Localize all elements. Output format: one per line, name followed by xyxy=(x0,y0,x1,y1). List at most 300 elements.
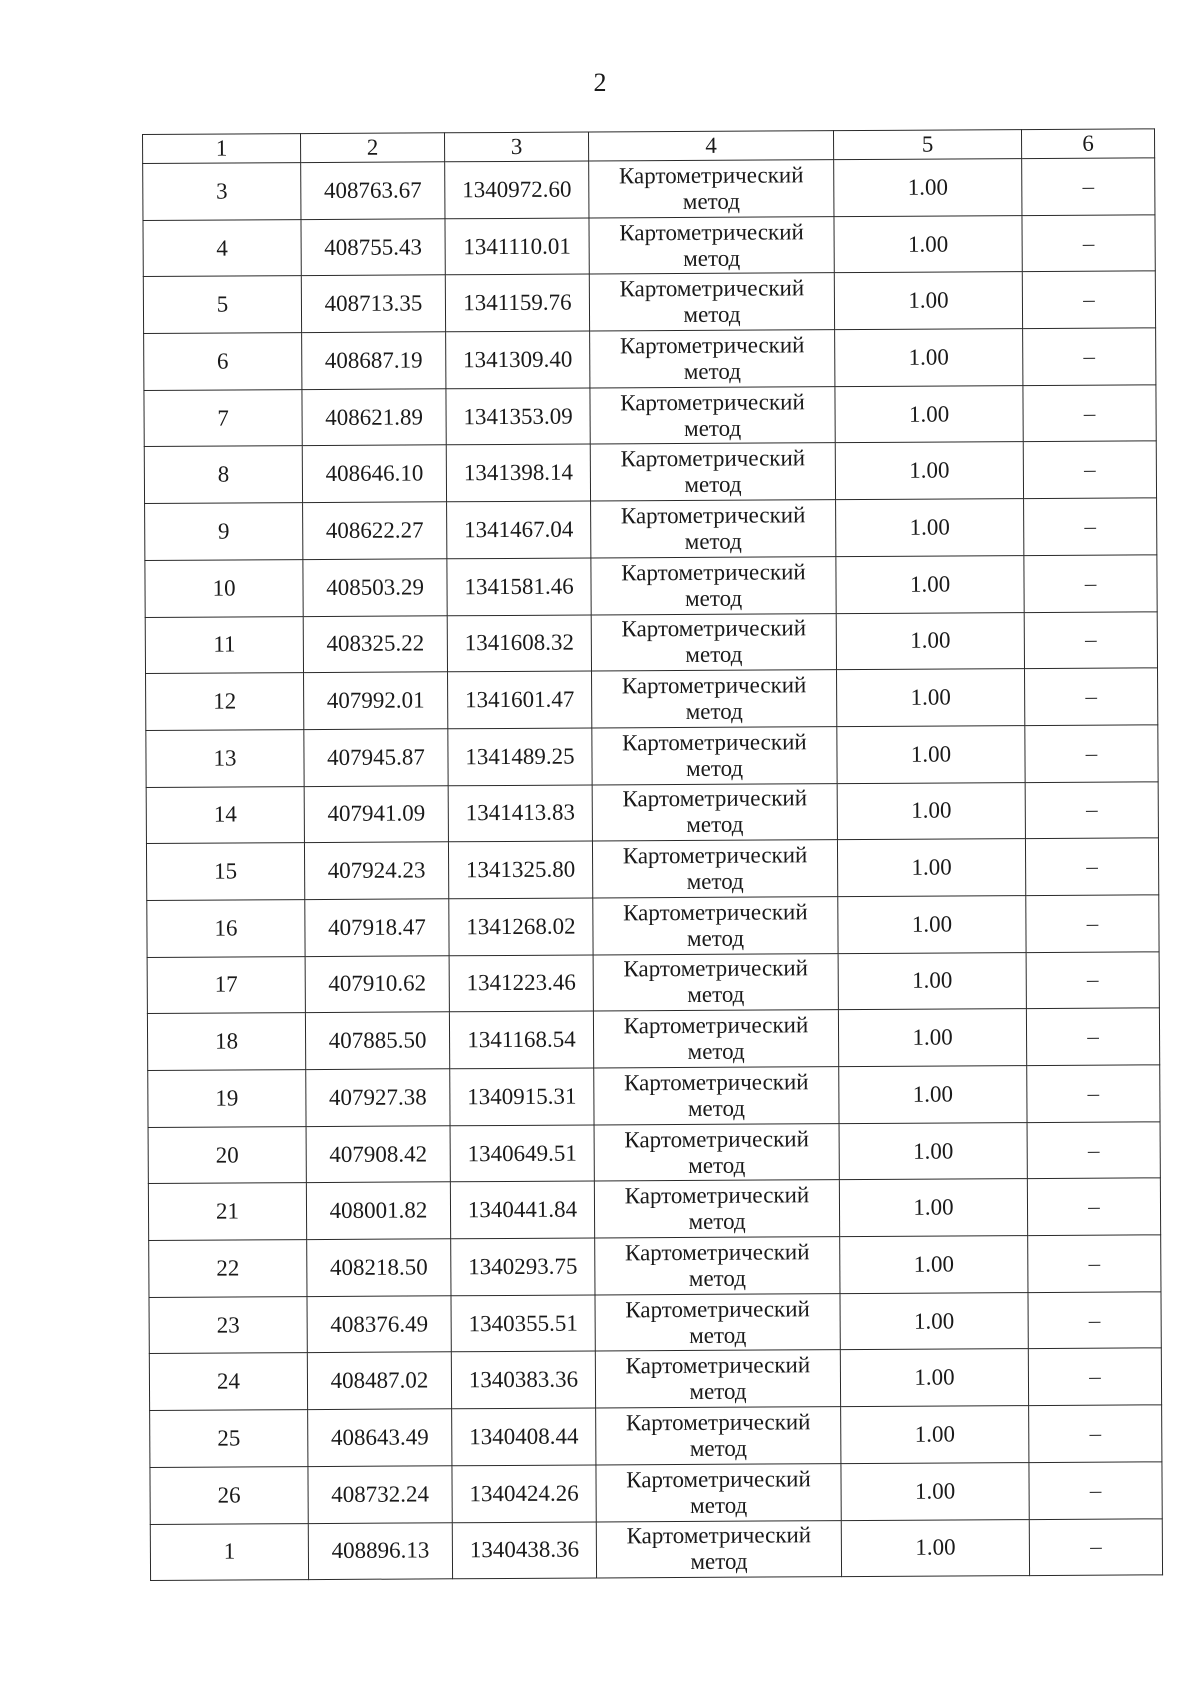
table-row xyxy=(148,1178,1160,1240)
method-cell xyxy=(589,160,834,218)
note-value: – xyxy=(1090,1534,1102,1560)
method-line-2: метод xyxy=(683,358,741,384)
method-line-1: Картометрический xyxy=(619,275,805,302)
point-number-cell xyxy=(145,559,303,617)
y-coordinate-value: 1341325.80 xyxy=(465,856,576,883)
y-coordinate-cell xyxy=(449,1011,593,1068)
x-coordinate-cell xyxy=(304,842,448,899)
y-coordinate-cell xyxy=(450,1181,594,1238)
point-number-cell xyxy=(147,900,305,958)
note-cell xyxy=(1024,498,1157,555)
point-number-cell xyxy=(148,1070,306,1128)
note-value: – xyxy=(1084,513,1097,539)
note-value: – xyxy=(1088,1193,1100,1219)
method-line-2: метод xyxy=(686,812,744,838)
point-number-cell xyxy=(150,1410,308,1468)
point-number-value: 23 xyxy=(216,1312,240,1338)
y-coordinate-cell xyxy=(448,785,592,842)
table-row xyxy=(147,951,1159,1013)
point-number-cell xyxy=(149,1353,307,1411)
accuracy-value: 1.00 xyxy=(908,287,949,313)
x-coordinate-cell xyxy=(307,1296,451,1353)
note-cell xyxy=(1028,1235,1161,1292)
table-row xyxy=(150,1405,1162,1467)
point-number-cell xyxy=(144,446,302,504)
accuracy-value: 1.00 xyxy=(914,1478,956,1504)
note-value: – xyxy=(1088,1307,1101,1333)
method-line-1: Картометрический xyxy=(618,162,804,189)
table-body xyxy=(143,158,1163,1581)
point-number-value: 26 xyxy=(217,1482,241,1508)
table-row xyxy=(148,1122,1160,1184)
x-coordinate-cell xyxy=(308,1466,452,1523)
method-line-1: Картометрический xyxy=(625,1352,811,1379)
method-line-2: метод xyxy=(685,755,744,781)
method-line-2: метод xyxy=(684,415,742,441)
y-coordinate-cell xyxy=(452,1521,596,1578)
page-number: 2 xyxy=(593,68,607,97)
point-number-value: 14 xyxy=(213,801,237,828)
x-coordinate-cell xyxy=(303,615,447,672)
header-col-1: 1 xyxy=(143,134,301,164)
note-value: – xyxy=(1083,286,1095,312)
x-coordinate-value: 408622.27 xyxy=(325,517,424,543)
method-cell xyxy=(589,273,834,331)
method-line-1: Картометрический xyxy=(622,729,807,756)
y-coordinate-value: 1341223.46 xyxy=(466,970,576,996)
y-coordinate-cell xyxy=(446,331,590,388)
note-value: – xyxy=(1085,797,1098,823)
x-coordinate-cell xyxy=(307,1239,451,1296)
accuracy-value: 1.00 xyxy=(909,514,950,540)
point-number-value: 12 xyxy=(213,688,237,714)
table-row xyxy=(146,668,1158,730)
point-number-cell xyxy=(147,956,305,1014)
note-value: – xyxy=(1087,1137,1100,1163)
point-number-cell xyxy=(148,1126,306,1184)
table-row xyxy=(147,1008,1159,1070)
header-col-3: 3 xyxy=(444,132,588,162)
y-coordinate-cell xyxy=(446,444,590,501)
point-number-value: 25 xyxy=(217,1425,241,1451)
point-number-cell xyxy=(145,616,303,674)
table-row xyxy=(149,1348,1161,1410)
method-line-1: Картометрический xyxy=(623,899,808,926)
table-row xyxy=(145,498,1157,560)
note-value: – xyxy=(1082,173,1095,199)
point-number-value: 6 xyxy=(216,348,229,374)
point-number-cell xyxy=(150,1523,308,1581)
note-value: – xyxy=(1088,1250,1101,1276)
x-coordinate-value: 408218.50 xyxy=(329,1254,428,1280)
accuracy-cell xyxy=(836,499,1024,557)
y-coordinate-cell xyxy=(449,898,593,955)
x-coordinate-cell xyxy=(306,1182,450,1239)
accuracy-cell xyxy=(841,1519,1029,1577)
x-coordinate-cell xyxy=(305,955,449,1012)
note-value: – xyxy=(1089,1420,1102,1446)
point-number-value: 15 xyxy=(214,858,238,884)
point-number-cell xyxy=(144,333,302,391)
x-coordinate-cell xyxy=(306,1125,450,1182)
x-coordinate-value: 408001.82 xyxy=(329,1197,428,1224)
x-coordinate-value: 408755.43 xyxy=(324,233,423,260)
method-line-2: метод xyxy=(685,641,743,668)
accuracy-value: 1.00 xyxy=(907,231,949,257)
accuracy-cell xyxy=(835,385,1023,443)
header-col-6: 6 xyxy=(1021,129,1154,159)
y-coordinate-cell xyxy=(447,614,591,671)
method-cell xyxy=(594,1067,839,1125)
table-row xyxy=(143,158,1155,220)
accuracy-value: 1.00 xyxy=(915,1534,956,1561)
y-coordinate-cell xyxy=(450,1125,594,1182)
note-cell xyxy=(1029,1518,1162,1575)
method-line-1: Картометрический xyxy=(622,842,808,869)
point-number-value: 21 xyxy=(215,1198,240,1224)
x-coordinate-value: 408376.49 xyxy=(330,1311,429,1337)
y-coordinate-value: 1341601.47 xyxy=(464,686,575,713)
method-line-1: Картометрический xyxy=(624,1125,809,1152)
method-line-1: Картометрический xyxy=(621,672,807,699)
note-cell xyxy=(1029,1405,1162,1462)
table-row xyxy=(147,895,1159,957)
point-number-cell xyxy=(148,1183,306,1241)
method-cell xyxy=(591,500,836,558)
y-coordinate-cell xyxy=(446,388,590,445)
accuracy-value: 1.00 xyxy=(908,344,949,370)
method-line-1: Картометрический xyxy=(621,558,806,585)
accuracy-value: 1.00 xyxy=(914,1364,955,1390)
method-cell xyxy=(594,1123,839,1181)
point-number-value: 22 xyxy=(216,1255,240,1281)
x-coordinate-value: 408621.89 xyxy=(325,404,424,430)
point-number-value: 8 xyxy=(217,461,230,487)
x-coordinate-value: 407885.50 xyxy=(328,1027,427,1054)
note-value: – xyxy=(1086,910,1099,936)
x-coordinate-value: 407908.42 xyxy=(329,1140,428,1167)
note-cell xyxy=(1027,1122,1160,1179)
method-line-1: Картометрический xyxy=(619,332,805,359)
y-coordinate-cell xyxy=(445,274,589,331)
y-coordinate-value: 1341353.09 xyxy=(463,403,573,429)
note-cell xyxy=(1023,385,1156,442)
method-line-1: Картометрический xyxy=(620,445,806,472)
method-line-2: метод xyxy=(686,868,744,895)
note-value: – xyxy=(1082,230,1095,256)
method-line-2: метод xyxy=(684,471,742,498)
table-row xyxy=(144,441,1156,503)
note-value: – xyxy=(1087,1023,1099,1049)
point-number-value: 16 xyxy=(214,915,238,941)
note-cell xyxy=(1023,328,1156,385)
note-cell xyxy=(1024,555,1157,612)
point-number-cell xyxy=(146,843,304,901)
accuracy-value: 1.00 xyxy=(909,571,951,597)
method-line-2: метод xyxy=(684,528,742,554)
note-value: – xyxy=(1085,683,1097,709)
method-line-1: Картометрический xyxy=(624,1239,810,1266)
header-col-5: 5 xyxy=(833,130,1021,160)
method-line-1: Картометрический xyxy=(622,785,808,812)
y-coordinate-cell xyxy=(452,1408,596,1465)
method-line-2: метод xyxy=(685,698,743,725)
x-coordinate-value: 408732.24 xyxy=(331,1481,430,1507)
x-coordinate-value: 407941.09 xyxy=(327,800,426,827)
method-cell xyxy=(592,840,837,898)
y-coordinate-cell xyxy=(448,671,592,728)
point-number-cell xyxy=(146,673,304,731)
y-coordinate-value: 1341489.25 xyxy=(465,743,575,769)
point-number-cell xyxy=(147,1013,305,1071)
accuracy-cell xyxy=(834,159,1022,217)
point-number-cell xyxy=(143,163,301,221)
method-line-2: метод xyxy=(686,925,745,951)
x-coordinate-cell xyxy=(302,332,446,389)
accuracy-value: 1.00 xyxy=(912,1024,953,1050)
x-coordinate-cell xyxy=(304,729,448,786)
method-line-2: метод xyxy=(684,585,743,611)
x-coordinate-cell xyxy=(308,1522,452,1579)
accuracy-cell xyxy=(837,839,1025,897)
method-line-2: метод xyxy=(688,1265,747,1291)
method-line-1: Картометрический xyxy=(623,1069,809,1096)
method-line-2: метод xyxy=(689,1322,747,1348)
x-coordinate-cell xyxy=(302,445,446,502)
note-value: – xyxy=(1084,570,1097,596)
note-cell xyxy=(1026,1008,1159,1065)
y-coordinate-value: 1341467.04 xyxy=(464,516,574,543)
accuracy-value: 1.00 xyxy=(911,911,953,937)
point-number-cell xyxy=(143,276,301,334)
accuracy-value: 1.00 xyxy=(907,174,949,200)
accuracy-value: 1.00 xyxy=(914,1421,955,1447)
accuracy-value: 1.00 xyxy=(911,854,952,880)
method-cell xyxy=(590,330,835,388)
table-row xyxy=(144,328,1156,390)
x-coordinate-cell xyxy=(305,1012,449,1069)
y-coordinate-value: 1341413.83 xyxy=(465,799,575,826)
note-value: – xyxy=(1084,456,1096,483)
accuracy-value: 1.00 xyxy=(912,967,953,994)
table-row xyxy=(143,271,1155,333)
x-coordinate-value: 408687.19 xyxy=(324,347,423,373)
note-cell xyxy=(1022,215,1155,272)
x-coordinate-cell xyxy=(302,389,446,446)
method-line-1: Картометрический xyxy=(620,388,805,415)
note-value: – xyxy=(1085,740,1098,766)
note-cell xyxy=(1025,725,1158,782)
method-line-2: метод xyxy=(683,301,741,328)
accuracy-value: 1.00 xyxy=(913,1308,955,1334)
point-number-value: 24 xyxy=(216,1368,241,1394)
accuracy-cell xyxy=(837,669,1025,727)
note-value: – xyxy=(1087,1080,1100,1106)
note-value: – xyxy=(1086,853,1098,879)
accuracy-value: 1.00 xyxy=(909,457,950,484)
accuracy-value: 1.00 xyxy=(913,1194,954,1220)
method-line-2: метод xyxy=(682,188,740,214)
table-row xyxy=(145,611,1157,673)
method-cell xyxy=(591,613,836,671)
accuracy-cell xyxy=(835,442,1023,500)
y-coordinate-value: 1340383.36 xyxy=(468,1366,579,1393)
y-coordinate-cell xyxy=(445,161,589,218)
point-number-cell xyxy=(146,729,304,787)
accuracy-cell xyxy=(837,725,1025,783)
method-line-2: метод xyxy=(687,1038,745,1065)
method-cell xyxy=(596,1463,841,1521)
method-line-1: Картометрический xyxy=(620,502,806,529)
method-line-2: метод xyxy=(687,1095,746,1121)
method-cell xyxy=(593,897,838,955)
note-cell xyxy=(1028,1292,1161,1349)
point-number-value: 3 xyxy=(215,178,228,204)
method-cell xyxy=(591,556,836,614)
y-coordinate-value: 1341581.46 xyxy=(464,573,574,599)
table-row xyxy=(146,838,1158,900)
x-coordinate-cell xyxy=(307,1352,451,1409)
x-coordinate-cell xyxy=(304,785,448,842)
accuracy-value: 1.00 xyxy=(912,1138,954,1164)
note-cell xyxy=(1025,781,1158,838)
note-value: – xyxy=(1086,967,1099,993)
y-coordinate-cell xyxy=(451,1238,595,1295)
x-coordinate-value: 408646.10 xyxy=(325,460,424,487)
x-coordinate-cell xyxy=(301,218,445,275)
point-number-value: 13 xyxy=(213,745,237,771)
method-cell xyxy=(589,216,834,274)
note-cell xyxy=(1026,951,1159,1008)
y-coordinate-cell xyxy=(448,841,592,898)
point-number-value: 18 xyxy=(214,1028,239,1054)
note-cell xyxy=(1024,611,1157,668)
point-number-value: 7 xyxy=(217,405,229,431)
x-coordinate-cell xyxy=(306,1069,450,1126)
x-coordinate-cell xyxy=(303,502,447,559)
table-row xyxy=(146,725,1158,787)
x-coordinate-value: 408643.49 xyxy=(330,1424,429,1450)
x-coordinate-value: 407992.01 xyxy=(326,687,425,714)
accuracy-cell xyxy=(839,1122,1027,1180)
accuracy-cell xyxy=(841,1462,1029,1520)
accuracy-cell xyxy=(837,782,1025,840)
point-number-value: 19 xyxy=(215,1085,239,1111)
table-row xyxy=(150,1518,1162,1580)
note-value: – xyxy=(1089,1363,1101,1390)
accuracy-cell xyxy=(840,1349,1028,1407)
y-coordinate-value: 1341159.76 xyxy=(463,289,572,316)
x-coordinate-value: 408503.29 xyxy=(326,574,424,600)
method-cell xyxy=(592,783,837,841)
accuracy-cell xyxy=(838,952,1026,1010)
y-coordinate-value: 1340408.44 xyxy=(469,1423,579,1450)
table-row xyxy=(148,1065,1160,1127)
method-line-2: метод xyxy=(689,1378,747,1405)
note-value: – xyxy=(1083,400,1096,426)
point-number-value: 17 xyxy=(214,971,238,998)
accuracy-value: 1.00 xyxy=(911,797,952,824)
y-coordinate-value: 1340293.75 xyxy=(468,1253,578,1280)
accuracy-cell xyxy=(840,1292,1028,1350)
table-row xyxy=(144,385,1156,447)
y-coordinate-cell xyxy=(450,1068,594,1125)
x-coordinate-cell xyxy=(308,1409,452,1466)
accuracy-cell xyxy=(834,215,1022,273)
note-cell xyxy=(1026,895,1159,952)
point-number-value: 4 xyxy=(216,235,228,261)
note-value: – xyxy=(1085,627,1097,653)
point-number-value: 11 xyxy=(213,631,236,657)
point-number-value: 10 xyxy=(212,575,236,601)
x-coordinate-cell xyxy=(301,275,445,332)
method-cell xyxy=(590,386,835,444)
x-coordinate-value: 407918.47 xyxy=(327,914,426,940)
note-cell xyxy=(1025,668,1158,725)
note-value: – xyxy=(1089,1477,1102,1503)
x-coordinate-value: 407910.62 xyxy=(328,970,427,997)
method-line-1: Картометрический xyxy=(625,1409,811,1436)
point-number-value: 5 xyxy=(216,291,229,317)
y-coordinate-value: 1340355.51 xyxy=(468,1310,578,1336)
accuracy-cell xyxy=(841,1406,1029,1464)
accuracy-cell xyxy=(839,1066,1027,1124)
method-cell xyxy=(595,1237,840,1295)
y-coordinate-value: 1341110.01 xyxy=(463,233,571,259)
x-coordinate-value: 408325.22 xyxy=(326,630,425,657)
method-line-2: метод xyxy=(690,1492,748,1518)
y-coordinate-cell xyxy=(452,1465,596,1522)
accuracy-value: 1.00 xyxy=(908,401,950,427)
method-cell xyxy=(593,953,838,1011)
method-cell xyxy=(592,670,837,728)
accuracy-value: 1.00 xyxy=(910,684,951,710)
coordinates-table xyxy=(142,128,1163,1581)
note-cell xyxy=(1027,1065,1160,1122)
note-cell xyxy=(1022,271,1155,328)
note-cell xyxy=(1027,1178,1160,1235)
accuracy-cell xyxy=(834,272,1022,330)
method-cell xyxy=(596,1407,841,1465)
y-coordinate-value: 1341608.32 xyxy=(464,629,575,656)
y-coordinate-value: 1341268.02 xyxy=(466,913,576,939)
x-coordinate-value: 407924.23 xyxy=(327,857,426,884)
accuracy-value: 1.00 xyxy=(910,627,951,654)
accuracy-cell xyxy=(836,612,1024,670)
x-coordinate-value: 408713.35 xyxy=(324,290,423,317)
x-coordinate-value: 407945.87 xyxy=(327,744,425,770)
x-coordinate-value: 408896.13 xyxy=(331,1537,430,1564)
note-cell xyxy=(1025,838,1158,895)
point-number-cell xyxy=(150,1466,308,1524)
y-coordinate-cell xyxy=(451,1295,595,1352)
accuracy-cell xyxy=(838,896,1026,954)
y-coordinate-cell xyxy=(447,501,591,558)
x-coordinate-value: 408763.67 xyxy=(323,177,422,203)
accuracy-cell xyxy=(835,329,1023,387)
x-coordinate-cell xyxy=(304,672,448,729)
accuracy-value: 1.00 xyxy=(913,1251,955,1277)
x-coordinate-value: 407927.38 xyxy=(328,1084,427,1110)
method-line-1: Картометрический xyxy=(626,1465,811,1492)
method-line-1: Картометрический xyxy=(619,218,804,245)
method-line-1: Картометрический xyxy=(625,1295,810,1322)
method-cell xyxy=(592,727,837,785)
method-line-1: Картометрический xyxy=(623,1012,809,1039)
table-row xyxy=(149,1292,1161,1354)
accuracy-cell xyxy=(840,1236,1028,1294)
y-coordinate-value: 1341309.40 xyxy=(463,346,573,373)
